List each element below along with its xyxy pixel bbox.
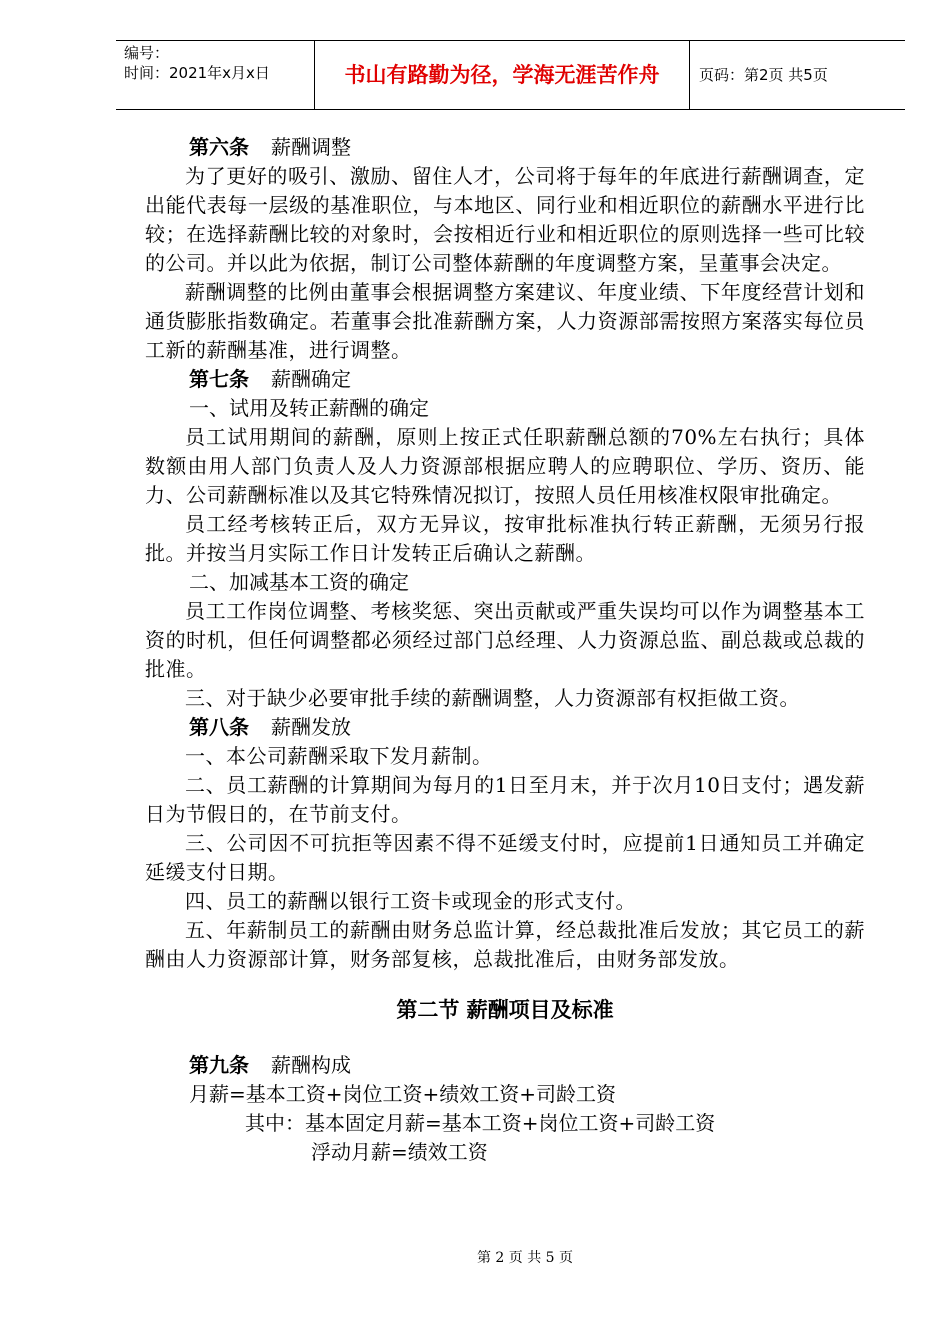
- paragraph: 员工经考核转正后，双方无异议，按审批标准执行转正薪酬，无须另行报批。并按当月实际工作日计发转正后确认之薪酬。: [145, 512, 865, 565]
- document-number-label: 编号：: [124, 44, 170, 62]
- paragraph: 三、公司因不可抗拒等因素不得不延缓支付时，应提前1日通知员工并确定延缓支付日期。: [145, 831, 865, 884]
- page-header: [116, 40, 905, 110]
- article-title: 薪酬确定: [271, 367, 351, 391]
- article-heading: [145, 1051, 865, 1080]
- document-body: [145, 133, 865, 1167]
- paragraph: 员工工作岗位调整、考核奖惩、突出贡献或严重失误均可以作为调整基本工资的时机，但任何调整都必须经过部门总经理、人力资源总监、副总裁或总裁的批准。: [145, 599, 865, 681]
- article-heading: [145, 713, 865, 742]
- article-heading: [145, 365, 865, 394]
- paragraph: 为了更好的吸引、激励、留住人才，公司将于每年的年底进行薪酬调查，定出能代表每一层级的基准职位，与本地区、同行业和相近职位的薪酬水平进行比较；在选择薪酬比较的对象时，会按相近行业和相近职位的原则选择一些可比较的公司。并以此为依据，制订公司整体薪酬的年度调整方案，呈董事会决定。: [145, 164, 865, 275]
- article-number: 第九条: [189, 1053, 249, 1077]
- paragraph: 薪酬调整的比例由董事会根据调整方案建议、年度业绩、下年度经营计划和通货膨胀指数确定。若董事会批准薪酬方案，人力资源部需按照方案落实每位员工新的薪酬基准，进行调整。: [145, 280, 865, 362]
- formula-line: 其中：基本固定月薪=基本工资+岗位工资+司龄工资: [245, 1111, 716, 1135]
- header-page-number: 页码：第2页 共5页: [699, 66, 828, 84]
- paragraph: 二、员工薪酬的计算期间为每月的1日至月末，并于次月10日支付；遇发薪日为节假日的，在节前支付。: [145, 773, 865, 826]
- section-title: 第二节 薪酬项目及标准: [396, 998, 614, 1022]
- article-title: 薪酬构成: [271, 1053, 351, 1077]
- subheading: 二、加减基本工资的确定: [189, 570, 409, 594]
- header-meta: [116, 41, 314, 111]
- article-number: 第七条: [189, 367, 249, 391]
- document-time-label: 时间：2021年x月x日: [124, 64, 270, 82]
- article-title: 薪酬发放: [271, 715, 351, 739]
- paragraph: 员工试用期间的薪酬，原则上按正式任职薪酬总额的70%左右执行；具体数额由用人部门负责人及人力资源部根据应聘人的应聘职位、学历、资历、能力、公司薪酬标准以及其它特殊情况拟订，按照人员任用核准权限审批确定。: [145, 425, 865, 507]
- subheading: 一、试用及转正薪酬的确定: [189, 396, 429, 420]
- paragraph: 三、对于缺少必要审批手续的薪酬调整，人力资源部有权拒做工资。: [185, 686, 800, 710]
- article-number: 第八条: [189, 715, 249, 739]
- article-heading: [145, 133, 865, 162]
- formula-line: 浮动月薪=绩效工资: [311, 1140, 488, 1164]
- paragraph: 四、员工的薪酬以银行工资卡或现金的形式支付。: [185, 889, 636, 913]
- formula-line: 月薪=基本工资+岗位工资+绩效工资+司龄工资: [189, 1082, 617, 1106]
- page-footer: 第 2 页 共 5 页: [476, 1250, 574, 1266]
- article-number: 第六条: [189, 135, 249, 159]
- header-motto: 书山有路勤为径，学海无涯苦作舟: [314, 41, 690, 109]
- article-title: 薪酬调整: [271, 135, 351, 159]
- paragraph: 一、本公司薪酬采取下发月薪制。: [185, 744, 493, 768]
- paragraph: 五、年薪制员工的薪酬由财务总监计算，经总裁批准后发放；其它员工的薪酬由人力资源部计算，财务部复核，总裁批准后，由财务部发放。: [145, 918, 865, 971]
